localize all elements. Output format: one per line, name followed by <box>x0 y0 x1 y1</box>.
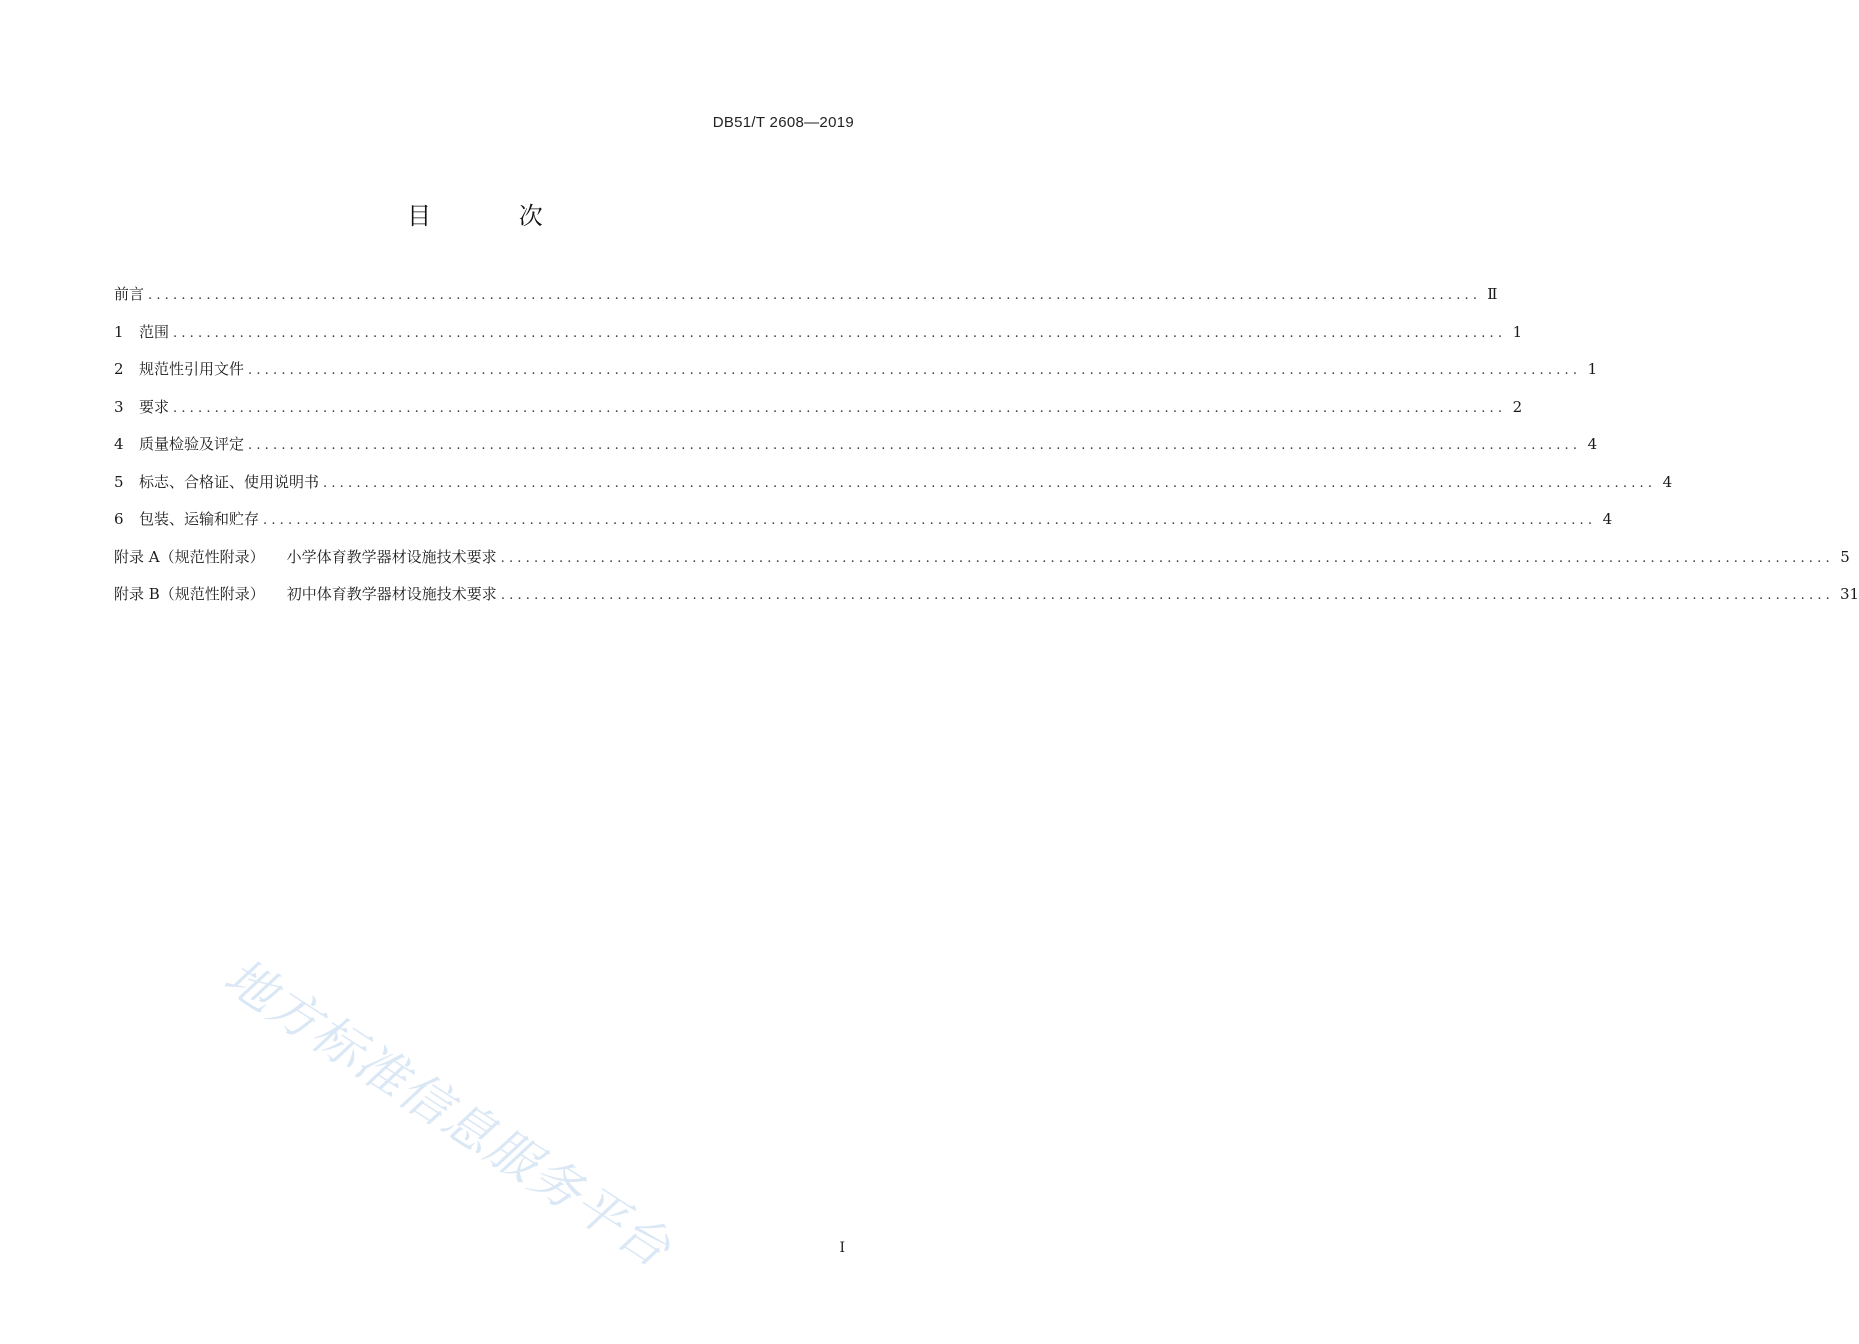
toc-entry-label <box>114 545 497 569</box>
toc-appendix-label: 附录 B（规范性附录） <box>114 585 265 603</box>
toc-entry-page: 1 <box>1512 322 1523 341</box>
toc-leader-dots: ................................................................................................................................................................ <box>500 550 1834 566</box>
toc-leader-dots: ................................................................................................................................................................ <box>148 288 1482 303</box>
toc-title: 目 次 <box>407 202 583 230</box>
document-code: DB51/T 2608—2019 <box>712 114 854 131</box>
toc-leader-dots: ................................................................................................................................................................ <box>263 513 1597 528</box>
toc-entry-label: 规范性引用文件 <box>139 360 245 378</box>
toc-entry-marking-certificate[interactable] <box>114 470 1673 508</box>
toc-entry-label: 要求 <box>139 397 170 416</box>
toc-entry-page: 4 <box>1587 435 1598 453</box>
toc-entry-number: 6 <box>114 510 124 528</box>
toc-appendix-label: 附录 A（规范性附录） <box>114 547 265 566</box>
toc-entry-label: 前言 <box>114 285 145 303</box>
page-number: I <box>839 1240 845 1256</box>
toc-entry-number: 3 <box>114 397 124 416</box>
toc-entry-page: Ⅱ <box>1487 285 1498 303</box>
toc-entry-normative-references[interactable] <box>114 357 1598 395</box>
toc-appendix-title: 初中体育教学器材设施技术要求 <box>286 585 497 603</box>
toc-entry-appendix-a[interactable] <box>114 545 1850 583</box>
toc-leader-dots: ................................................................................................................................................................ <box>323 475 1657 491</box>
toc-leader-dots: ................................................................................................................................................................ <box>173 325 1507 341</box>
toc-entry-label <box>114 582 497 606</box>
toc-entry-page: 2 <box>1512 397 1523 416</box>
toc-entry-page: 1 <box>1587 360 1598 378</box>
toc-entry-appendix-b[interactable] <box>114 582 1859 620</box>
toc-appendix-title: 小学体育教学器材设施技术要求 <box>286 547 497 566</box>
toc-entry-label: 质量检验及评定 <box>139 435 245 453</box>
toc-leader-dots: ................................................................................................................................................................ <box>248 438 1582 453</box>
toc-entry-requirements[interactable] <box>114 395 1523 433</box>
toc-leader-dots: ................................................................................................................................................................ <box>500 588 1834 603</box>
watermark: 地方标准信息服务平台 <box>214 947 682 1279</box>
toc-entry-label: 范围 <box>139 322 170 341</box>
toc-entry-foreword[interactable] <box>114 282 1498 320</box>
toc-entry-page: 4 <box>1662 472 1673 491</box>
toc-entry-label: 标志、合格证、使用说明书 <box>139 472 320 491</box>
toc-entry-scope[interactable] <box>114 320 1523 358</box>
toc-entry-packaging-transport[interactable] <box>114 507 1613 545</box>
toc-entry-number: 2 <box>114 360 124 378</box>
toc-entry-page: 31 <box>1839 585 1859 603</box>
toc-leader-dots: ................................................................................................................................................................ <box>173 400 1507 416</box>
toc-entry-number: 1 <box>114 322 124 341</box>
toc-leader-dots: ................................................................................................................................................................ <box>248 363 1582 378</box>
toc-entry-label: 包装、运输和贮存 <box>139 510 260 528</box>
toc-entry-quality-inspection[interactable] <box>114 432 1598 470</box>
toc-entry-page: 5 <box>1840 547 1850 566</box>
toc-entry-number: 4 <box>114 435 124 453</box>
toc-entry-number: 5 <box>114 472 124 491</box>
toc-entry-page: 4 <box>1602 510 1613 528</box>
table-of-contents <box>114 282 1859 620</box>
